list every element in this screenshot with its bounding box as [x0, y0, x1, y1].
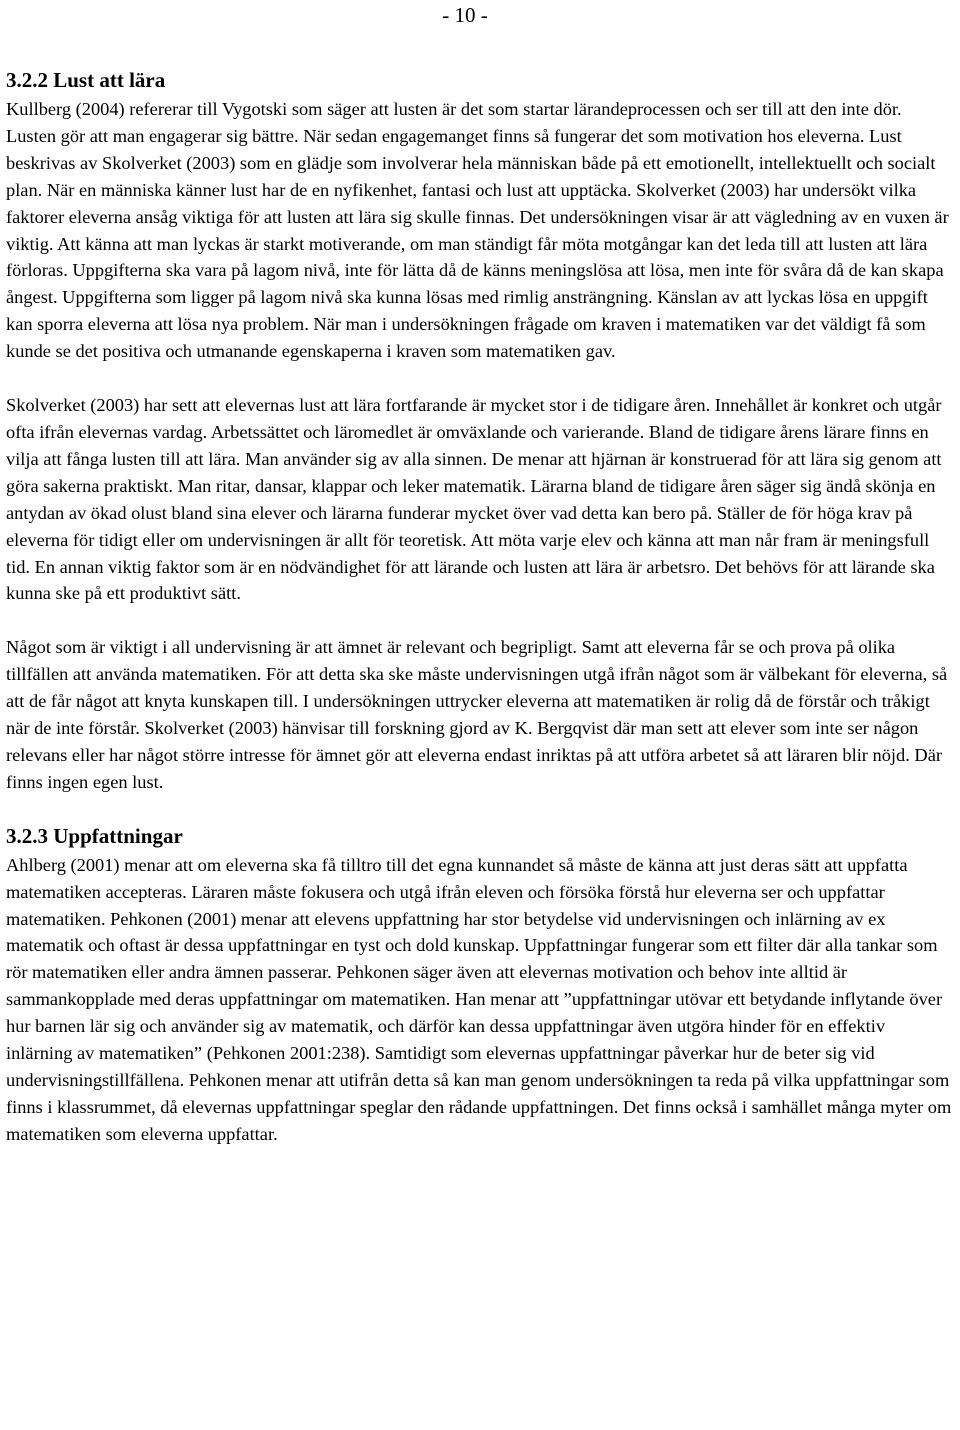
- paragraph: Skolverket (2003) har sett att elevernas lust att lära fortfarande är mycket stor i de tidigare åren. Innehållet är konkret och utgår ofta ifrån elevernas vardag. Arbetssättet och läromedlet är omväxlande och varierande. Bland de tidigare årens lärare finns en vilja att fånga lusten till att lära. Man använder sig av alla sinnen. De menar att hjärnan är konstruerad för att lära sig genom att göra sakerna praktiskt. Man ritar, dansar, klappar och leker matematik. Lärarna bland de tidigare åren säger sig ändå skönja en antydan av ökad olust bland sina elever och lärarna funderar mycket över vad detta kan bero på. Ställer de för höga krav på eleverna för tidigt eller om undervisningen är allt för teoretisk. Att möta varje elev och känna att man når fram är meningsfull tid. En annan viktig faktor som är en nödvändighet för att lärande och lusten att lära är arbetsro. Det behövs för att lärande ska kunna ske på ett produktivt sätt.: [6, 395, 942, 604]
- paragraph: Kullberg (2004) refererar till Vygotski som säger att lusten är det som startar lärandeprocessen och ser till att den inte dör. Lusten gör att man engagerar sig bättre. När sedan engagemanget finns så fungerar det som motivation hos eleverna. Lust beskrivas av Skolverket (2003) som en glädje som involverar hela människan både på ett emotionellt, intellektuellt och socialt plan. När en människa känner lust har de en nyfikenhet, fantasi och lust att upptäcka. Skolverket (2003) har undersökt vilka faktorer eleverna ansåg viktiga för att lusten att lära sig skulle finnas. Det undersökningen visar är att vägledning av en vuxen är viktig. Att känna att man lyckas är starkt motiverande, om man ständigt får möta motgångar kan det leda till att lusten att lära förloras. Uppgifterna ska vara på lagom nivå, inte för lätta då de känns meningslösa att lösa, men inte för svåra då de kan skapa ångest. Uppgifterna som ligger på lagom nivå ska kunna lösas med rimlig ansträngning. Känslan av att lyckas lösa en uppgift kan sporra eleverna att lösa nya problem. När man i undersökningen frågade om kraven i matematiken var det väldigt få som kunde se det positiva och utmanande egenskaperna i kraven som matematiken gav.: [6, 99, 949, 362]
- page-number: - 10 -: [442, 3, 488, 27]
- paragraph: Ahlberg (2001) menar att om eleverna ska få tilltro till det egna kunnandet så måste de känna att just deras sätt att uppfatta matematiken accepteras. Läraren måste fokusera och utgå ifrån eleven och försöka förstå hur eleverna ser och uppfattar matematiken. Pehkonen (2001) menar att elevens uppfattning har stor betydelse vid undervisningen och inlärning av ex matematik och oftast är dessa uppfattningar en tyst och dold kunskap. Uppfattningar fungerar som ett filter där alla tankar som rör matematiken eller andra ämnen passerar. Pehkonen säger även att elevernas motivation och behov inte alltid är sammankopplade med deras uppfattningar om matematiken. Han menar att ”uppfattningar utövar ett betydande inflytande över hur barnen lär sig och använder sig av matematik, och därför kan dessa uppfattningar även utgöra hinder för en effektiv inlärning av matematiken” (Pehkonen 2001:238). Samtidigt som elevernas uppfattningar påverkar hur de beter sig vid undervisningstillfällena. Pehkonen menar att utifrån detta så kan man genom undersökningen ta reda på vilka uppfattningar som finns i klassrummet, då elevernas uppfattningar speglar den rådande uppfattningen. Det finns också i samhället många myter om matematiken som eleverna uppfattar.: [6, 854, 952, 1144]
- section-heading-uppfattningar: 3.2.3 Uppfattningar: [6, 823, 183, 848]
- paragraph: Något som är viktigt i all undervisning är att ämnet är relevant och begripligt. Samt att eleverna får se och prova på olika tillfällen att använda matematiken. För att detta ska ske måste undervisningen utgå ifrån något som är välbekant för eleverna, så att de får något att knyta kunskapen till. I undersökningen uttrycker eleverna att matematiken är rolig då de förstår och tråkigt när de inte förstår. Skolverket (2003) hänvisar till forskning gjord av K. Bergqvist där man sett att elever som inte ser någon relevans eller har något större intresse för ämnet gör att eleverna endast inriktas på att utföra arbetet så att läraren blir nöjd. Där finns ingen egen lust.: [6, 637, 948, 792]
- section-heading-lust-att-lara: 3.2.2 Lust att lära: [6, 68, 166, 92]
- document-body: [6, 66, 954, 1148]
